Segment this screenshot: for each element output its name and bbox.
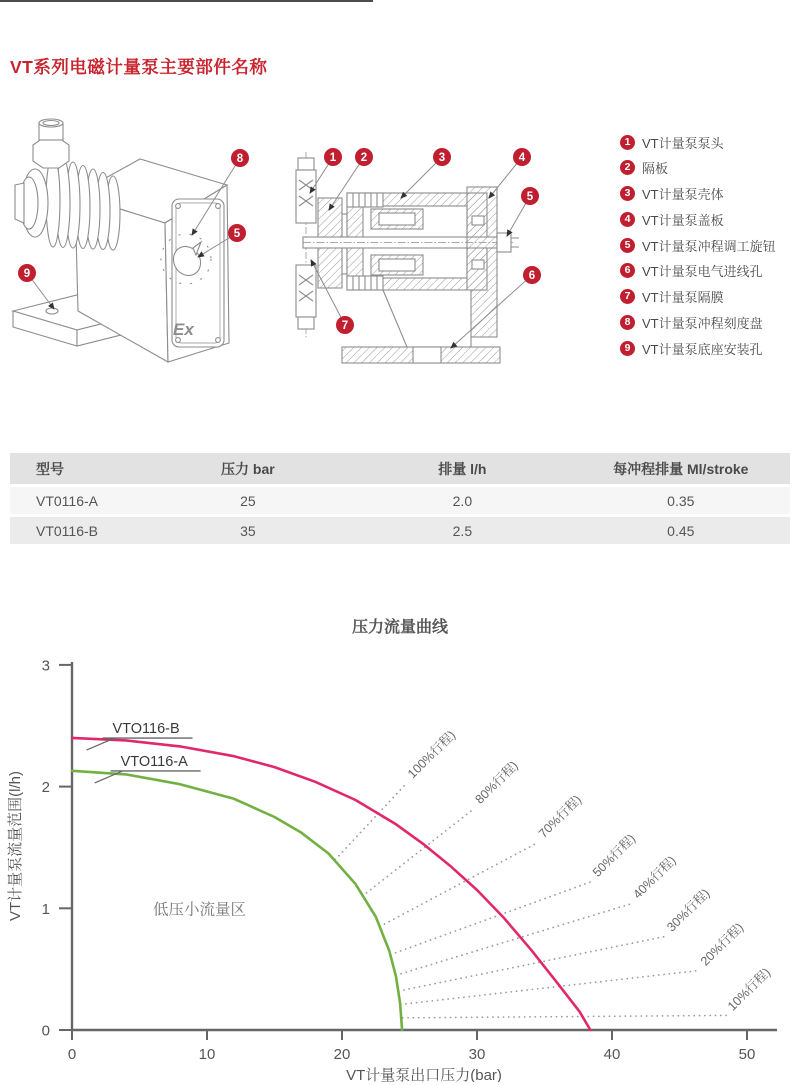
stroke-percent-label: 80%行程) [472, 758, 521, 807]
base-mounting-hole [46, 308, 58, 314]
pump-isometric-drawing [5, 115, 285, 380]
cell-pressure: 35 [143, 517, 354, 544]
callout-number: 1 [329, 152, 337, 164]
legend-label: VT计量泵冲程调工旋钮 [642, 238, 776, 254]
legend-label: VT计量泵泵头 [642, 135, 724, 151]
callout-number: 5 [233, 228, 241, 240]
adjust-shaft [497, 233, 511, 252]
cell-flow: 2.0 [353, 487, 571, 514]
legend-item [620, 289, 798, 305]
legend-label: VT计量泵冲程刻度盘 [642, 316, 763, 332]
stroke-percent-line [380, 843, 538, 927]
section-line-art [296, 152, 519, 363]
cell-per-stroke: 0.35 [572, 487, 790, 514]
series-label: VTO116-A [120, 753, 188, 770]
x-tick-label: 30 [468, 1046, 486, 1063]
callout-number: 2 [360, 152, 368, 164]
parts-legend [620, 134, 798, 366]
legend-badge: 6 [620, 263, 635, 278]
page-title: VT系列电磁计量泵主要部件名称 [10, 57, 268, 77]
series-curve-vto116-b [72, 738, 590, 1030]
legend-item [620, 211, 798, 227]
y-tick-label: 0 [41, 1022, 50, 1040]
chart-title: 压力流量曲线 [351, 619, 448, 636]
legend-item [620, 263, 798, 279]
legend-badge: 3 [620, 186, 635, 201]
callout-number: 9 [23, 268, 31, 280]
y-tick-label: 1 [41, 900, 50, 918]
stroke-percent-label: 30%行程) [664, 886, 713, 935]
col-header-pressure: 压力 bar [143, 453, 354, 484]
legend-label: VT计量泵隔膜 [642, 290, 724, 306]
legend-item [620, 237, 798, 253]
x-axis-label: VT计量泵出口压力(bar) [346, 1067, 502, 1082]
legend-badge: 8 [620, 315, 635, 330]
legend-item [620, 160, 798, 176]
y-axis-label: VT计量泵流量范围(l/h) [7, 770, 24, 922]
stroke-percent-line [403, 1015, 727, 1017]
x-tick-label: 10 [198, 1046, 216, 1063]
spec-table [10, 450, 790, 547]
table-row [10, 487, 790, 514]
legend-item [620, 315, 798, 331]
callout-number: 5 [526, 191, 534, 203]
y-tick-label: 3 [41, 657, 50, 675]
x-tick-label: 0 [67, 1046, 77, 1063]
stroke-percent-line [362, 809, 474, 897]
stroke-percent-label: 50%行程) [589, 831, 639, 880]
legend-label: VT计量泵电气进线孔 [642, 264, 763, 280]
legend-badge: 5 [620, 238, 635, 253]
callout-number: 7 [341, 320, 349, 332]
pump-section-drawing [283, 130, 613, 380]
legend-label: 隔板 [642, 161, 669, 177]
legend-label: VT计量泵壳体 [642, 187, 724, 203]
stroke-percent-label: 20%行程) [697, 920, 747, 969]
callout-number: 8 [236, 153, 244, 165]
pump-line-art [13, 119, 229, 362]
stroke-percent-label: 10%行程) [724, 965, 774, 1014]
callout-number: 6 [528, 270, 536, 282]
stroke-percent-line [399, 936, 666, 991]
x-tick-label: 20 [333, 1046, 351, 1063]
legend-label: VT计量泵底座安装孔 [642, 341, 763, 357]
pedestal [383, 290, 471, 347]
stroke-percent-line [396, 903, 632, 975]
table-header-row [10, 453, 790, 484]
col-header-flow: 排量 l/h [353, 453, 571, 484]
ex-logo: Ex [173, 320, 194, 339]
legend-label: VT计量泵盖板 [642, 212, 724, 228]
col-header-model: 型号 [10, 453, 143, 484]
legend-badge: 7 [620, 289, 635, 304]
pump-top-fitting [33, 138, 69, 168]
legend-badge: 9 [620, 341, 635, 356]
x-tick-label: 40 [603, 1046, 621, 1063]
chart-annotation: 低压小流量区 [153, 901, 247, 919]
cell-pressure: 25 [143, 487, 354, 514]
x-tick-label: 50 [738, 1046, 756, 1063]
cell-model: VT0116-A [10, 487, 143, 514]
cell-model: VT0116-B [10, 517, 143, 544]
stroke-percent-label: 40%行程) [630, 853, 679, 902]
stroke-percent-line [391, 882, 592, 955]
legend-item [620, 134, 798, 150]
stroke-percent-label: 100%行程) [405, 727, 459, 782]
col-header-per-stroke: 每冲程排量 Ml/stroke [572, 453, 790, 484]
legend-badge: 2 [620, 160, 635, 175]
y-tick-label: 2 [41, 779, 50, 797]
legend-item [620, 340, 798, 356]
cell-per-stroke: 0.45 [572, 517, 790, 544]
legend-item [620, 186, 798, 202]
page-top-edge [0, 0, 373, 2]
callout-number: 3 [438, 152, 446, 164]
pressure-flow-chart [0, 632, 800, 1082]
table-row [10, 517, 790, 544]
legend-badge: 4 [620, 212, 635, 227]
callout-number: 4 [518, 152, 526, 164]
legend-badge: 1 [620, 135, 635, 150]
cell-flow: 2.5 [353, 517, 571, 544]
stroke-percent-label: 70%行程) [535, 792, 585, 841]
series-label: VTO116-B [112, 721, 180, 738]
